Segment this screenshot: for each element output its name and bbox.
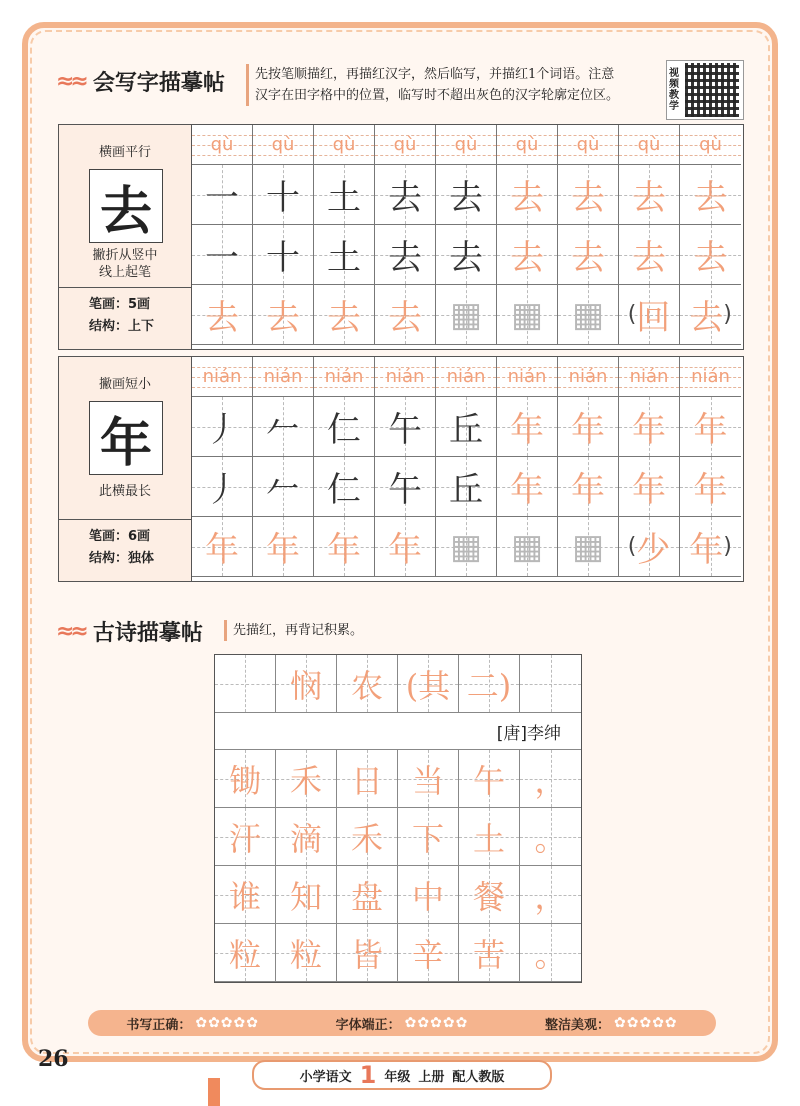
- poem-char: ，: [534, 877, 567, 916]
- poem-char: 禾: [289, 761, 322, 800]
- trace-char: 年: [205, 530, 239, 570]
- stroke-count: 笔画：5画: [89, 297, 151, 312]
- stroke-step-char: 土: [327, 238, 361, 278]
- pinyin-cell: [619, 357, 680, 397]
- poem-cell[interactable]: [520, 866, 581, 924]
- char-info-panel: [59, 357, 192, 581]
- flower-icon[interactable]: ✿✿✿✿✿: [614, 1015, 678, 1031]
- rating-clean: 整洁美观： ✿✿✿✿✿: [544, 1015, 678, 1033]
- poem-cell[interactable]: [459, 655, 520, 713]
- tian-grid-cell[interactable]: [436, 225, 497, 285]
- rating-correct: 书写正确： ✿✿✿✿✿: [126, 1015, 259, 1033]
- poem-char: 知: [289, 877, 322, 916]
- stroke-step-char: 丿: [205, 470, 239, 510]
- char-info-panel: [59, 125, 192, 349]
- footer-edition: 配人教版: [452, 1069, 505, 1085]
- poem-char: 下: [411, 819, 444, 858]
- poem-char: 粒: [228, 935, 261, 974]
- poem-cell[interactable]: [276, 750, 337, 808]
- pinyin-text: qù: [210, 134, 234, 155]
- write-area-cell[interactable]: [436, 285, 497, 345]
- poem-char: 盘: [350, 877, 383, 916]
- pinyin-text: nián: [629, 366, 669, 387]
- pinyin-cell: [558, 125, 619, 165]
- footer-subject: 小学语文: [299, 1069, 352, 1085]
- char-top-note: 撇画短小: [98, 377, 151, 392]
- practice-row: [192, 285, 743, 345]
- tian-grid-cell[interactable]: [619, 517, 680, 577]
- tian-grid-cell[interactable]: [680, 397, 741, 457]
- wave-icon: ≈≈: [56, 69, 85, 94]
- tian-grid-cell[interactable]: [192, 165, 253, 225]
- poem-author: [唐]李绅: [215, 713, 581, 750]
- tian-grid-cell[interactable]: [619, 165, 680, 225]
- tian-grid-cell[interactable]: [619, 225, 680, 285]
- section1-intro: [246, 64, 671, 106]
- tian-grid-cell[interactable]: [680, 285, 741, 345]
- section2-intro: 先描红，再背记积累。: [224, 620, 363, 641]
- stroke-step-char: 𠂉: [266, 410, 300, 450]
- stroke-step-char: 去: [693, 238, 728, 278]
- poem-cell[interactable]: [215, 808, 276, 866]
- pinyin-text: nián: [568, 366, 608, 387]
- poem-char: 餐: [472, 877, 505, 916]
- poem-line: [215, 866, 581, 924]
- stroke-step-char: 丿: [205, 410, 239, 450]
- pinyin-cell: [192, 357, 253, 397]
- practice-row: [192, 517, 743, 577]
- tian-grid-cell[interactable]: [680, 165, 741, 225]
- stroke-step-char: 去: [632, 178, 666, 218]
- poem-char: 。: [534, 819, 567, 858]
- char-structure: 结构：上下: [89, 319, 155, 334]
- poem-char: 苦: [472, 935, 505, 974]
- poem-cell[interactable]: [398, 750, 459, 808]
- stroke-step-char: 丘: [449, 410, 483, 450]
- char-block-nian: [58, 356, 744, 582]
- stroke-step-char: 土: [327, 178, 361, 218]
- stroke-step-char: 午: [388, 410, 422, 450]
- gray-outline-box: ▦: [571, 526, 605, 567]
- stroke-step-char: 十: [266, 178, 300, 218]
- trace-char: 年: [689, 530, 724, 570]
- trace-char: 去: [266, 298, 300, 338]
- pinyin-cell: [558, 357, 619, 397]
- tian-grid-cell[interactable]: [253, 457, 314, 517]
- trace-char: 少: [636, 530, 671, 570]
- footer-grade-number: 1: [359, 1061, 377, 1089]
- stroke-step-char: 年: [510, 410, 544, 450]
- stroke-order-row: [192, 457, 743, 517]
- poem-line: [215, 924, 581, 982]
- stroke-order-row: [192, 165, 743, 225]
- poem-cell[interactable]: [337, 808, 398, 866]
- poem-title-char: 农: [350, 666, 383, 705]
- stroke-step-char: 午: [388, 470, 422, 510]
- poem-cell[interactable]: [337, 924, 398, 982]
- gray-outline-box: ▦: [449, 526, 483, 567]
- gray-outline-box: ▦: [510, 294, 544, 335]
- write-area-cell[interactable]: [558, 517, 619, 577]
- pinyin-cell: [619, 125, 680, 165]
- tian-grid-cell[interactable]: [436, 165, 497, 225]
- footer-grade-word: 年级: [384, 1069, 411, 1085]
- pinyin-cell: [375, 357, 436, 397]
- write-area-cell[interactable]: [497, 517, 558, 577]
- tian-grid-cell[interactable]: [314, 225, 375, 285]
- stroke-order-row: [192, 225, 743, 285]
- pinyin-cell: [436, 125, 497, 165]
- pinyin-text: qù: [271, 134, 295, 155]
- practice-grid-qu: [192, 125, 743, 345]
- tian-grid-cell[interactable]: [619, 397, 680, 457]
- tian-grid-cell[interactable]: [497, 165, 558, 225]
- tian-grid-cell[interactable]: [253, 165, 314, 225]
- paren-open: (: [627, 302, 637, 327]
- trace-char: 回: [636, 298, 671, 338]
- pinyin-cell: [436, 357, 497, 397]
- stroke-step-char: 一: [205, 238, 239, 278]
- pinyin-text: nián: [385, 366, 425, 387]
- stroke-step-char: 去: [510, 238, 544, 278]
- gray-outline-box: ▦: [449, 294, 483, 335]
- poem-cell[interactable]: [398, 924, 459, 982]
- pinyin-text: qù: [637, 134, 661, 155]
- poem-char: 汗: [228, 819, 261, 858]
- practice-grid-nian: [192, 357, 743, 577]
- pinyin-cell: [375, 125, 436, 165]
- stroke-step-char: 去: [510, 178, 544, 218]
- qr-code-icon[interactable]: [685, 63, 739, 117]
- poem-char: 禾: [350, 819, 383, 858]
- tian-grid-cell[interactable]: [558, 457, 619, 517]
- pinyin-text: nián: [324, 366, 364, 387]
- stroke-step-char: 去: [632, 238, 666, 278]
- tian-grid-cell[interactable]: [192, 285, 253, 345]
- poem-cell[interactable]: [276, 924, 337, 982]
- poem-cell[interactable]: [520, 750, 581, 808]
- poem-cell[interactable]: [459, 866, 520, 924]
- paren-close: ): [723, 302, 732, 327]
- pinyin-text: qù: [576, 134, 600, 155]
- char-structure: 结构：独体: [89, 551, 155, 566]
- stroke-step-char: 年: [693, 470, 728, 510]
- flower-icon[interactable]: ✿✿✿✿✿: [195, 1015, 259, 1031]
- stroke-step-char: 一: [205, 178, 239, 218]
- tian-grid-cell[interactable]: [314, 397, 375, 457]
- rating-bar: [88, 1010, 716, 1036]
- poem-char: 辛: [411, 935, 444, 974]
- qr-code-box[interactable]: [666, 60, 744, 120]
- poem-char: 当: [411, 761, 444, 800]
- section1-header: [56, 66, 225, 97]
- tian-grid-cell[interactable]: [619, 457, 680, 517]
- poem-char: 粒: [289, 935, 322, 974]
- tian-grid-cell[interactable]: [375, 165, 436, 225]
- stroke-step-char: 仁: [327, 470, 361, 510]
- rating-neat-font: 字体端正： ✿✿✿✿✿: [335, 1015, 469, 1033]
- tian-grid-cell[interactable]: [436, 457, 497, 517]
- tian-grid-cell[interactable]: [558, 397, 619, 457]
- poem-char: 皆: [350, 935, 383, 974]
- tian-grid-cell[interactable]: [314, 285, 375, 345]
- tian-grid-cell[interactable]: [375, 285, 436, 345]
- stroke-info: [59, 519, 191, 581]
- write-area-cell[interactable]: [436, 517, 497, 577]
- tian-grid-cell[interactable]: [375, 457, 436, 517]
- stroke-step-char: 年: [510, 470, 544, 510]
- poem-grid: [214, 654, 582, 983]
- pinyin-cell: [314, 357, 375, 397]
- tian-grid-cell[interactable]: [375, 517, 436, 577]
- poem-char: 土: [472, 819, 505, 858]
- poem-cell[interactable]: [215, 750, 276, 808]
- poem-cell[interactable]: [215, 866, 276, 924]
- stroke-step-char: 去: [571, 238, 605, 278]
- model-char: 去: [89, 169, 163, 243]
- wave-icon: ≈≈: [56, 619, 85, 644]
- poem-char: 。: [534, 935, 567, 974]
- pinyin-text: qù: [699, 134, 722, 155]
- flower-icon[interactable]: ✿✿✿✿✿: [404, 1015, 469, 1031]
- char-block-qu: [58, 124, 744, 350]
- pinyin-row: [192, 125, 743, 165]
- stroke-step-char: 年: [632, 410, 666, 450]
- paren-open: (: [627, 534, 637, 559]
- stroke-step-char: 去: [388, 238, 422, 278]
- pinyin-cell: [680, 125, 741, 165]
- stroke-step-char: 去: [449, 238, 483, 278]
- footer-volume: 上册: [418, 1069, 445, 1085]
- page-number: 26: [38, 1046, 69, 1072]
- gray-outline-box: ▦: [571, 294, 605, 335]
- stroke-order-row: [192, 397, 743, 457]
- poem-cell[interactable]: [276, 808, 337, 866]
- poem-char: 中: [411, 877, 444, 916]
- tian-grid-cell[interactable]: [497, 457, 558, 517]
- pinyin-cell: [497, 357, 558, 397]
- write-area-cell[interactable]: [497, 285, 558, 345]
- tian-grid-cell[interactable]: [192, 517, 253, 577]
- poem-title-char: (其: [405, 666, 451, 705]
- footer-label: [252, 1060, 552, 1090]
- poem-char: 谁: [228, 877, 261, 916]
- poem-char: 午: [472, 761, 505, 800]
- tian-grid-cell[interactable]: [680, 457, 741, 517]
- stroke-info: [59, 287, 191, 349]
- poem-cell[interactable]: [276, 655, 337, 713]
- stroke-step-char: 年: [571, 470, 605, 510]
- trace-char: 年: [266, 530, 300, 570]
- tian-grid-cell[interactable]: [192, 457, 253, 517]
- stroke-step-char: 年: [571, 410, 605, 450]
- pinyin-text: nián: [691, 366, 730, 387]
- poem-line: [215, 808, 581, 866]
- poem-cell[interactable]: [459, 808, 520, 866]
- trace-char: 去: [327, 298, 361, 338]
- poem-cell[interactable]: [398, 866, 459, 924]
- stroke-step-char: 十: [266, 238, 300, 278]
- pinyin-text: qù: [393, 134, 417, 155]
- trace-char: 去: [388, 298, 422, 338]
- tian-grid-cell[interactable]: [436, 397, 497, 457]
- pinyin-cell: [253, 125, 314, 165]
- char-bottom-note: 撇折从竖中 线上起笔: [92, 248, 158, 280]
- stroke-step-char: 仁: [327, 410, 361, 450]
- tian-grid-cell[interactable]: [619, 285, 680, 345]
- stroke-step-char: 年: [632, 470, 666, 510]
- poem-title-char: 悯: [289, 666, 322, 705]
- poem-cell[interactable]: [459, 924, 520, 982]
- section1-title: 会写字描摹帖: [92, 71, 225, 96]
- intro-line-2: 汉字在田字格中的位置，临写时不超出灰色的汉字轮廓定位区。: [255, 88, 620, 103]
- tian-grid-cell[interactable]: [192, 225, 253, 285]
- stroke-step-char: 去: [449, 178, 483, 218]
- tian-grid-cell[interactable]: [253, 225, 314, 285]
- stroke-count: 笔画：6画: [89, 529, 151, 544]
- tian-grid-cell[interactable]: [497, 397, 558, 457]
- tian-grid-cell[interactable]: [680, 517, 741, 577]
- stroke-step-char: 去: [388, 178, 422, 218]
- pinyin-cell: [253, 357, 314, 397]
- tian-grid-cell[interactable]: [314, 517, 375, 577]
- pinyin-row: [192, 357, 743, 397]
- trace-char: 去: [205, 298, 239, 338]
- poem-char: 锄: [228, 761, 261, 800]
- pinyin-text: qù: [332, 134, 356, 155]
- intro-line-1: 先按笔顺描红，再描红汉字，然后临写，并描红1个词语。注意: [255, 67, 615, 82]
- pinyin-cell: [314, 125, 375, 165]
- pinyin-text: nián: [446, 366, 486, 387]
- pinyin-cell: [680, 357, 741, 397]
- poem-char: ，: [534, 761, 567, 800]
- tian-grid-cell[interactable]: [375, 225, 436, 285]
- section2-header: [56, 616, 203, 647]
- poem-cell[interactable]: [337, 750, 398, 808]
- trace-char: 去: [689, 298, 724, 338]
- paren-close: ): [723, 534, 732, 559]
- model-char: 年: [89, 401, 163, 475]
- tian-grid-cell[interactable]: [314, 165, 375, 225]
- poem-title-char: 二): [466, 666, 512, 705]
- trace-char: 年: [327, 530, 361, 570]
- stroke-step-char: 𠂉: [266, 470, 300, 510]
- stroke-step-char: 去: [571, 178, 605, 218]
- tian-grid-cell[interactable]: [497, 225, 558, 285]
- trace-char: 年: [388, 530, 422, 570]
- poem-title-row: [215, 655, 581, 713]
- write-area-cell[interactable]: [558, 285, 619, 345]
- poem-cell[interactable]: [276, 866, 337, 924]
- tian-grid-cell[interactable]: [558, 165, 619, 225]
- poem-cell[interactable]: [520, 924, 581, 982]
- tian-grid-cell[interactable]: [375, 397, 436, 457]
- pinyin-cell: [192, 125, 253, 165]
- tian-grid-cell[interactable]: [558, 225, 619, 285]
- poem-line: [215, 750, 581, 808]
- footer-accent-bar: [208, 1078, 220, 1106]
- pinyin-text: nián: [507, 366, 547, 387]
- char-bottom-note: 此横最长: [98, 484, 151, 499]
- tian-grid-cell[interactable]: [253, 517, 314, 577]
- poem-cell[interactable]: [337, 655, 398, 713]
- poem-cell[interactable]: [215, 924, 276, 982]
- pinyin-text: nián: [263, 366, 303, 387]
- poem-cell[interactable]: [520, 808, 581, 866]
- poem-cell[interactable]: [459, 750, 520, 808]
- section2-title: 古诗描摹帖: [92, 621, 203, 646]
- pinyin-cell: [497, 125, 558, 165]
- tian-grid-cell[interactable]: [192, 397, 253, 457]
- pinyin-text: nián: [202, 366, 242, 387]
- poem-cell[interactable]: [337, 866, 398, 924]
- pinyin-text: qù: [515, 134, 539, 155]
- tian-grid-cell[interactable]: [680, 225, 741, 285]
- qr-label: 视频教学: [669, 68, 679, 112]
- tian-grid-cell[interactable]: [253, 397, 314, 457]
- tian-grid-cell[interactable]: [314, 457, 375, 517]
- poem-char: 滴: [289, 819, 322, 858]
- gray-outline-box: ▦: [510, 526, 544, 567]
- tian-grid-cell[interactable]: [253, 285, 314, 345]
- pinyin-text: qù: [454, 134, 478, 155]
- poem-cell[interactable]: [520, 655, 581, 713]
- stroke-step-char: 丘: [449, 470, 483, 510]
- poem-cell[interactable]: [398, 808, 459, 866]
- poem-cell[interactable]: [215, 655, 276, 713]
- poem-cell[interactable]: [398, 655, 459, 713]
- stroke-step-char: 去: [693, 178, 728, 218]
- poem-char: 日: [350, 761, 383, 800]
- stroke-step-char: 年: [693, 410, 728, 450]
- char-top-note: 横画平行: [98, 145, 151, 160]
